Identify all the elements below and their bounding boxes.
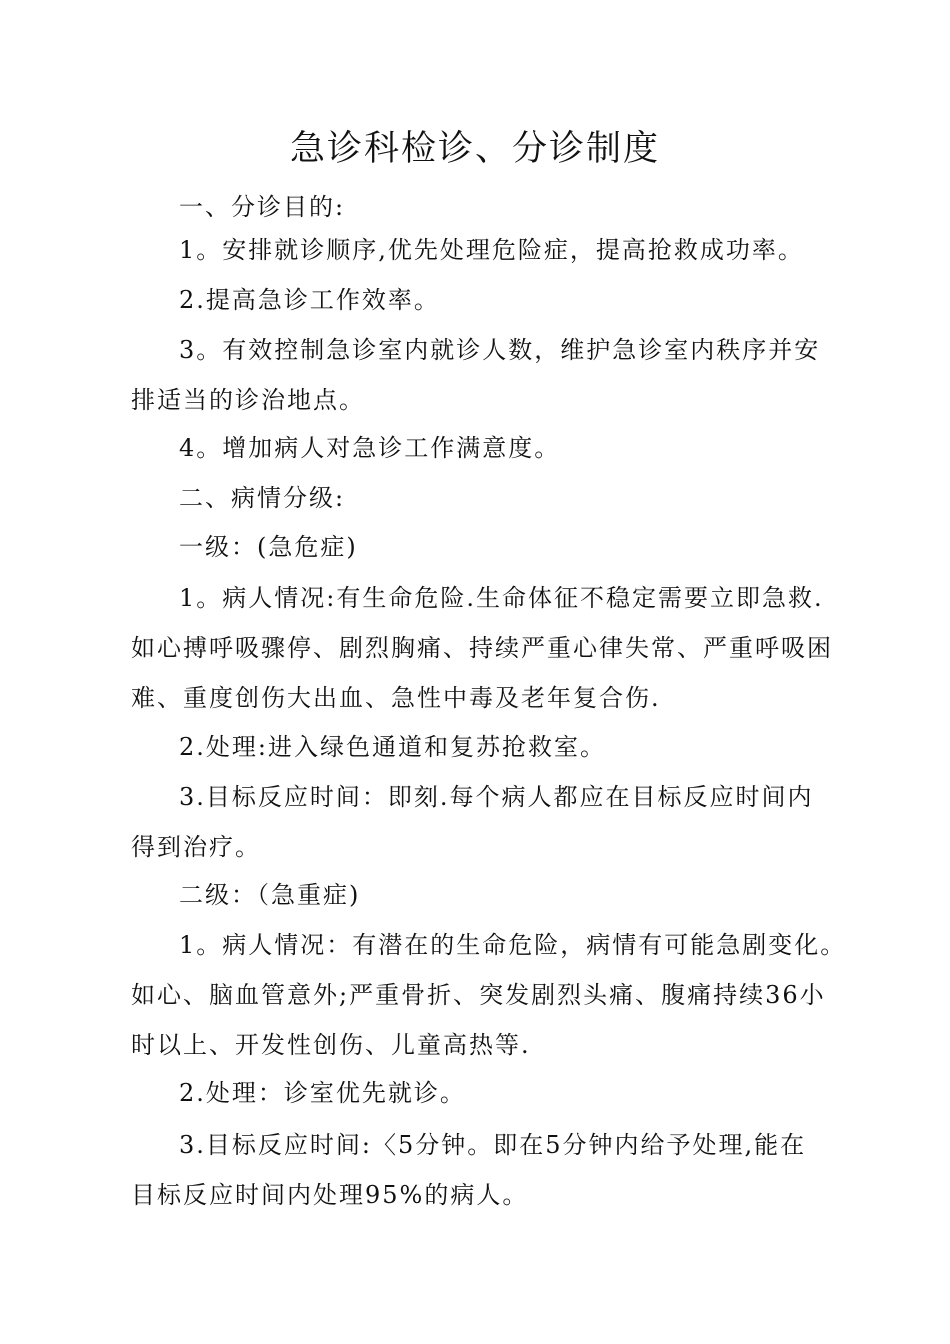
- paragraph-line: 一级：(急危症): [179, 533, 358, 561]
- paragraph-line: 二级：（急重症): [179, 881, 361, 909]
- paragraph-line: 3.目标反应时间:〈5分钟。即在5分钟内给予处理,能在: [179, 1131, 807, 1159]
- paragraph-line: 时以上、开发性创伤、儿童高热等.: [131, 1031, 531, 1059]
- paragraph-item: [131, 573, 831, 723]
- paragraph-section-2-heading: [131, 473, 831, 523]
- paragraph-item: [131, 275, 831, 325]
- paragraph-line: 排适当的诊治地点。: [131, 386, 365, 414]
- paragraph-item: [131, 225, 831, 275]
- paragraph-item: [131, 1068, 831, 1118]
- paragraph-line: 如心搏呼吸骤停、剧烈胸痛、持续严重心律失常、严重呼吸困: [131, 634, 833, 662]
- paragraph-line: 如心、脑血管意外;严重骨折、突发剧烈头痛、腹痛持续36小: [131, 981, 826, 1009]
- paragraph-line: 3.目标反应时间：即刻.每个病人都应在目标反应时间内: [179, 783, 814, 811]
- paragraph-line: 2.处理：诊室优先就诊。: [179, 1079, 466, 1107]
- paragraph-line: 得到治疗。: [131, 833, 261, 861]
- paragraph-line: 1。病人情况：有潜在的生命危险，病情有可能急剧变化。: [179, 931, 847, 959]
- paragraph-item: [131, 1120, 831, 1220]
- paragraph-line: 目标反应时间内处理95%的病人。: [131, 1181, 529, 1209]
- paragraph-level-1-heading: [131, 522, 831, 572]
- paragraph-line: 难、重度创伤大出血、急性中毒及老年复合伤.: [131, 684, 661, 712]
- paragraph-line: 2.处理:进入绿色通道和复苏抢救室。: [179, 733, 606, 761]
- paragraph-line: 1。病人情况:有生命危险.生命体征不稳定需要立即急救.: [179, 584, 824, 612]
- paragraph-item: [131, 325, 831, 425]
- paragraph-line: 4。增加病人对急诊工作满意度。: [179, 434, 561, 462]
- paragraph-item: [131, 722, 831, 772]
- paragraph-line: 2.提高急诊工作效率。: [179, 286, 440, 314]
- paragraph-line: 二、病情分级:: [179, 484, 346, 512]
- paragraph-line: 3。有效控制急诊室内就诊人数，维护急诊室内秩序并安: [179, 336, 821, 364]
- paragraph-line: 1。安排就诊顺序,优先处理危险症，提高抢救成功率。: [179, 236, 804, 264]
- paragraph-item: [131, 423, 831, 473]
- paragraph-level-2-heading: [131, 870, 831, 920]
- paragraph-item: [131, 920, 847, 1070]
- paragraph-line: 一、分诊目的:: [179, 193, 346, 221]
- paragraph-item: [131, 772, 831, 872]
- document-title: 急诊科检诊、分诊制度: [289, 129, 660, 169]
